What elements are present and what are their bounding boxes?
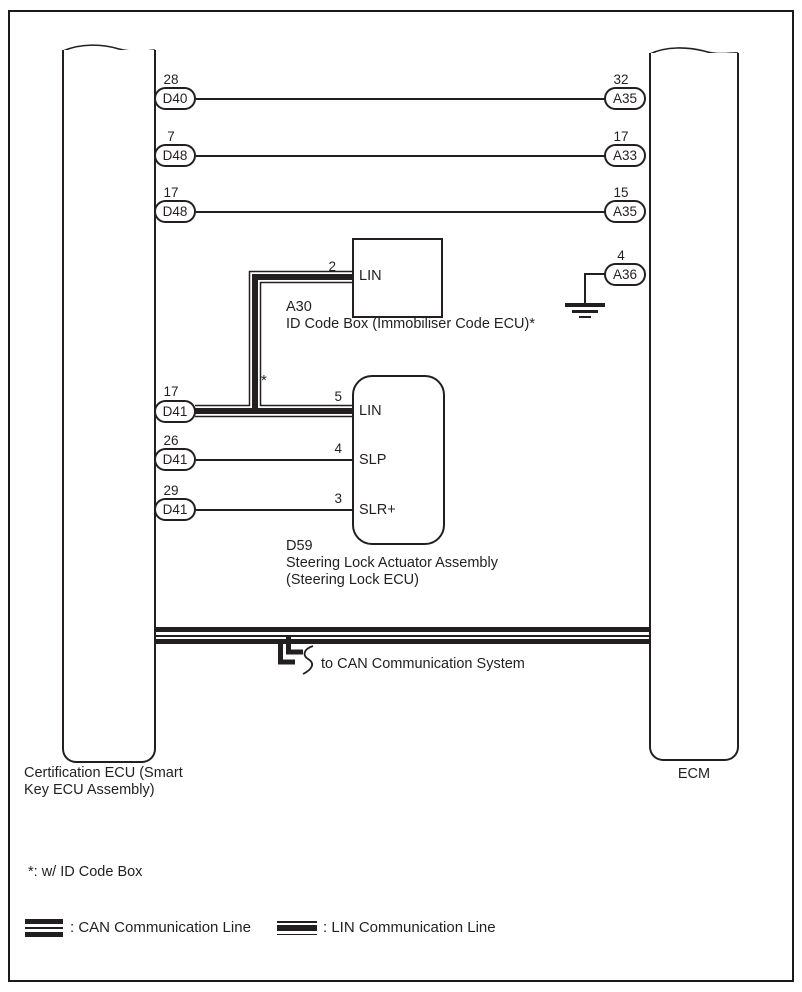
connector-code: D41 [162,502,188,517]
wire-e01-h [584,273,606,275]
connector-oval-d40 [154,87,196,110]
connector-oval-a33 [604,144,646,167]
left-pin-number: 17 [163,185,179,200]
d59-pin-label: LIN [359,403,382,419]
certification-ecu-box [62,50,156,763]
left-pin-number: 26 [163,433,179,448]
connector-oval-d41b [154,448,196,471]
right-pin-number: 4 [617,248,625,263]
d59-code: D59 [286,538,313,554]
branch-squiggle-icon [303,646,313,674]
can-branch-label: to CAN Communication System [321,656,525,672]
ground-icon [564,303,606,321]
connector-code: A33 [612,148,638,163]
connector-code: A35 [612,91,638,106]
connector-oval-a35 [604,87,646,110]
d59-pin-number: 5 [334,389,342,404]
left-pin-number: 7 [167,129,175,144]
connector-oval-d48b [154,200,196,223]
a30-pin-label: LIN [359,268,382,284]
left-box-label-line1: Certification ECU (Smart [24,765,183,781]
lin-line-swatch [277,921,317,935]
right-pin-number: 15 [613,185,629,200]
right-pin-number: 32 [613,72,629,87]
can-line-swatch [25,919,63,937]
connector-code: D41 [162,452,188,467]
asterisk-mark: * [261,372,267,389]
legend-can-label: : CAN Communication Line [70,919,251,936]
left-pin-number: 29 [163,483,179,498]
legend-lin-label: : LIN Communication Line [323,919,496,936]
left-box-label-line2: Key ECU Assembly) [24,782,155,798]
connector-oval-d41 [154,400,196,423]
right-box-label: ECM [677,766,711,782]
wire-slr [196,509,353,511]
ecm-box [649,53,739,761]
a30-pin-number: 2 [328,259,336,274]
connector-code: A36 [612,267,638,282]
wire-accr [196,98,606,100]
connector-code: D48 [162,148,188,163]
d59-pin-number: 4 [334,441,342,456]
connector-code: D40 [162,91,188,106]
a30-code: A30 [286,299,312,315]
d59-name-line1: Steering Lock Actuator Assembly [286,555,498,571]
connector-code: A35 [612,204,638,219]
footnote: *: w/ ID Code Box [28,864,143,880]
wire-stsw [196,155,606,157]
wire-slp [196,459,353,461]
a30-name: ID Code Box (Immobiliser Code ECU)* [286,316,535,332]
d59-pin-number: 3 [334,491,342,506]
right-pin-number: 17 [613,129,629,144]
wire-e01-v [584,273,586,304]
connector-oval-a35b [604,200,646,223]
d59-pin-label: SLR+ [359,502,396,518]
connector-code: D48 [162,204,188,219]
wire-tach [196,211,606,213]
connector-oval-a36 [604,263,646,286]
connector-oval-d48 [154,144,196,167]
left-pin-number: 17 [163,384,179,399]
d59-pin-label: SLP [359,452,387,468]
connector-code: D41 [162,404,188,419]
left-pin-number: 28 [163,72,179,87]
connector-oval-d41c [154,498,196,521]
d59-name-line2: (Steering Lock ECU) [286,572,419,588]
